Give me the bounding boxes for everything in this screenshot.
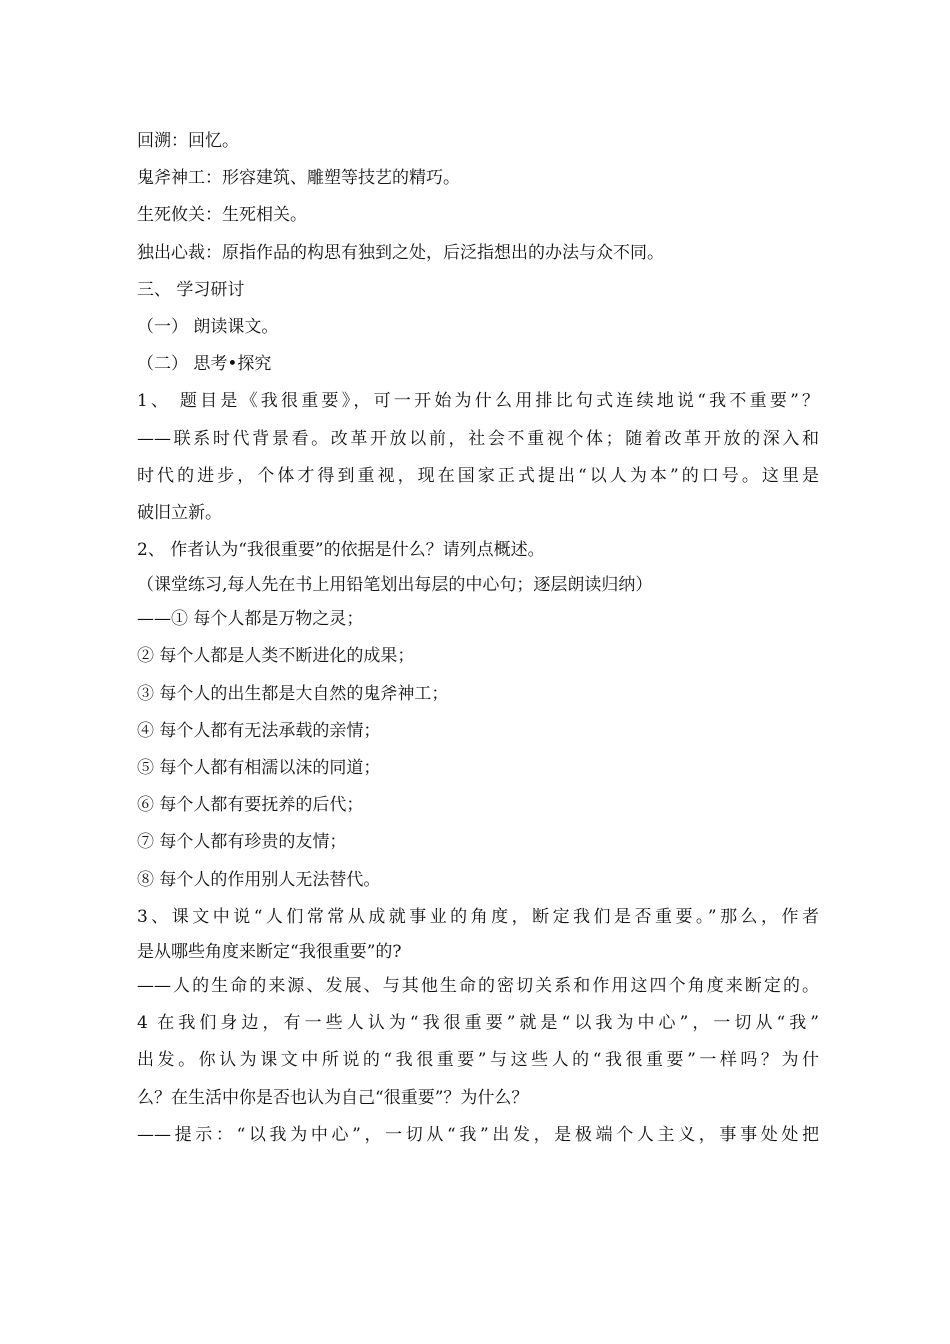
answer-4-line-1: ——提示：“以我为中心”，一切从“我”出发，是极端个人主义，事事处处把 bbox=[137, 1124, 819, 1145]
question-2: 2、 作者认为“我很重要”的依据是什么？请列点概述。 bbox=[137, 540, 545, 561]
question-1: 1、 题目是《我很重要》，可一开始为什么用排比句式连续地说“我不重要”？ bbox=[137, 391, 819, 412]
section-heading-3: 三、 学习研讨 bbox=[137, 279, 245, 300]
answer-2-item-4: ④ 每个人都有无法承载的亲情； bbox=[137, 720, 381, 741]
vocab-line-guifushengong: 鬼斧神工：形容建筑、雕塑等技艺的精巧。 bbox=[137, 168, 460, 189]
answer-1-line-2: 时代的进步，个体才得到重视，现在国家正式提出“以人为本”的口号。这里是 bbox=[137, 465, 819, 486]
vocab-line-duchuxincai: 独出心裁：原指作品的构思有独到之处，后泛指想出的办法与众不同。 bbox=[137, 242, 664, 263]
question-4-line-2: 出发。你认为课文中所说的“我很重要”与这些人的“我很重要”一样吗？为什 bbox=[137, 1050, 819, 1071]
answer-1-line-3: 破旧立新。 bbox=[137, 502, 222, 523]
answer-2-item-5: ⑤ 每个人都有相濡以沫的同道； bbox=[137, 758, 381, 778]
answer-2-item-6: ⑥ 每个人都有要抚养的后代； bbox=[137, 795, 364, 816]
vocab-line-huisu: 回溯：回忆。 bbox=[137, 131, 239, 151]
document-body bbox=[137, 123, 819, 1154]
vocab-line-shengsiyouguan: 生死攸关：生死相关。 bbox=[137, 205, 307, 226]
answer-2-item-8: ⑧ 每个人的作用别人无法替代。 bbox=[137, 869, 381, 890]
answer-1-line-1: ——联系时代背景看。改革开放以前，社会不重视个体；随着改革开放的深入和 bbox=[137, 428, 819, 449]
question-4-line-1: 4 在我们身边，有一些人认为“我很重要”就是“以我为中心”，一切从“我” bbox=[137, 1013, 819, 1034]
answer-2-item-2: ② 每个人都是人类不断进化的成果； bbox=[137, 646, 415, 667]
answer-2-item-3: ③ 每个人的出生都是大自然的鬼斧神工； bbox=[137, 683, 449, 704]
answer-3: ——人的生命的来源、发展、与其他生命的密切关系和作用这四个角度来断定的。 bbox=[137, 975, 819, 996]
question-3-line-2: 是从哪些角度来断定“我很重要”的? bbox=[137, 941, 402, 962]
question-4-line-3: 么？在生活中你是否也认为自己“很重要”？为什么？ bbox=[137, 1087, 529, 1108]
subsection-heading-2: （二） 思考•探究 bbox=[137, 354, 272, 375]
subsection-heading-1: （一） 朗读课文。 bbox=[137, 316, 279, 337]
question-3-line-1: 3、课文中说“人们常常从成就事业的角度，断定我们是否重要。”那么，作者 bbox=[137, 906, 819, 927]
question-2-note: （课堂练习,每人先在书上用铅笔划出每层的中心句；逐层朗读归纳） bbox=[137, 575, 653, 596]
answer-2-item-1: ——① 每个人都是万物之灵； bbox=[137, 609, 364, 630]
answer-2-item-7: ⑦ 每个人都有珍贵的友情； bbox=[137, 832, 347, 853]
